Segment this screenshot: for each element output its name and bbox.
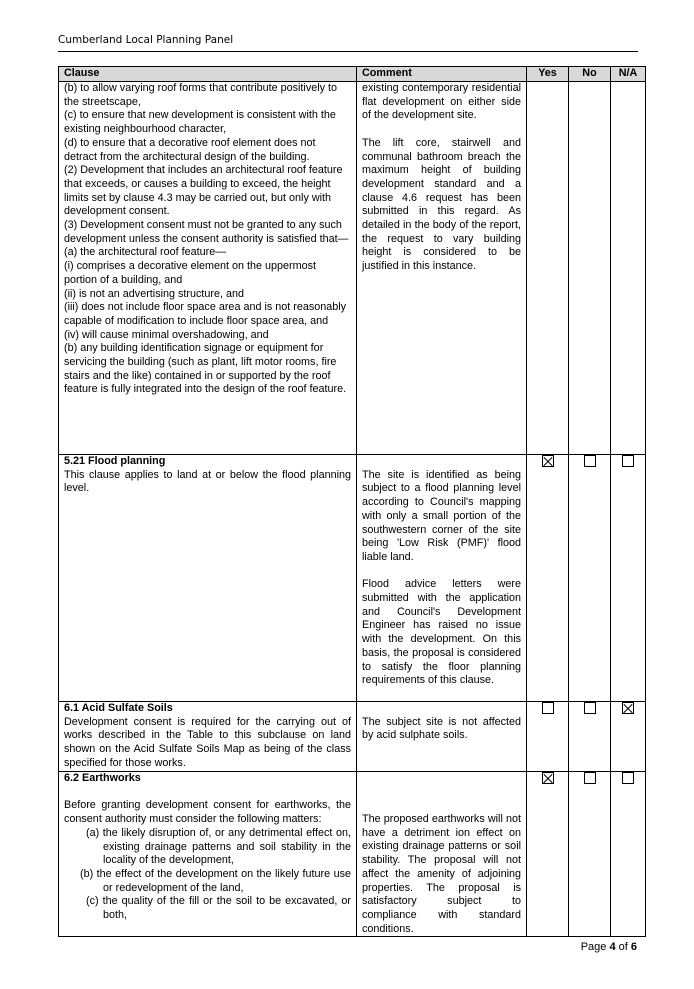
header-divider <box>58 51 638 52</box>
comment-paragraph: The subject site is not affected by acid sulphate soils. <box>362 715 521 742</box>
table-row <box>59 772 646 937</box>
clause-text: (3) Development consent must not be granted to any such development unless the consent authority is satisfied that— <box>64 219 349 245</box>
clause-item: (c) the quality of the fill or the soil to be excavated, or both, <box>86 895 351 922</box>
clause-text: This clause applies to land at or below the flood planning level. <box>64 468 351 495</box>
clause-text: Before granting development consent for earthworks, the consent authority must consider the following matters: <box>64 799 351 826</box>
clause-cell <box>59 82 357 455</box>
comment-cell <box>357 82 527 455</box>
clause-item: (a) the likely disruption of, or any detrimental effect on, existing drainage patterns and soil stability in the locality of the development, <box>86 826 351 867</box>
clause-heading: 5.21 Flood planning <box>64 455 166 467</box>
table-row <box>59 702 646 772</box>
yes-cell <box>527 772 569 937</box>
clause-item: (b) the effect of the development on the likely future use or redevelopment of the land, <box>80 867 351 894</box>
clause-cell <box>59 772 357 937</box>
no-cell <box>569 455 611 702</box>
yes-cell <box>527 702 569 772</box>
na-checkbox[interactable] <box>622 772 634 784</box>
clause-heading: 6.2 Earthworks <box>64 772 141 784</box>
clause-text: Development consent is required for the carrying out of works described in the Table to this subclause on land shown on the Acid Sulfate Soils Map as being of the class specified for those works. <box>64 715 351 769</box>
clause-text: (iii) does not include floor space area and is not reasonably capable of modification to include floor space area, and <box>64 301 347 327</box>
table-row <box>59 82 646 455</box>
no-cell <box>569 772 611 937</box>
yes-checkbox[interactable] <box>542 702 554 714</box>
comment-paragraph: The site is identified as being subject to a flood planning level according to Council's mapping with only a small portion of the southwestern corner of the site being 'Low Risk (PMF)' flood liable land. <box>362 468 521 563</box>
clause-text: (b) any building identification signage or equipment for servicing the building (such as plant, lift motor rooms, fire stairs and the like) contained in or supported by the roof feature is fully integrated into the design of the roof feature. <box>64 342 347 396</box>
clause-text: (a) the architectural roof feature— <box>64 246 227 259</box>
document-header-title: Cumberland Local Planning Panel <box>58 34 234 46</box>
yes-cell <box>527 455 569 702</box>
comment-paragraph: The proposed earthworks will not have a detriment ion effect on existing drainage patterns or soil stability. The proposal will not affect the amenity of adjoining properties. The proposal is satisfactory subject to compliance with standard conditions. <box>362 813 521 935</box>
yes-cell <box>527 82 569 455</box>
column-header-yes: Yes <box>527 67 569 82</box>
clause-text: (iv) will cause minimal overshadowing, and <box>64 328 269 341</box>
clause-cell <box>59 455 357 702</box>
comment-cell <box>357 455 527 702</box>
page-prefix: Page <box>580 941 610 953</box>
na-checkbox[interactable] <box>622 702 634 714</box>
no-checkbox[interactable] <box>584 455 596 467</box>
table-header-row <box>59 67 646 82</box>
table-row <box>59 455 646 702</box>
no-cell <box>569 82 611 455</box>
comment-paragraph: The lift core, stairwell and communal bathroom breach the maximum height of building development standard and a clause 4.6 request has been submitted in this regard. As detailed in the body of the report, the request to vary building height is considered to be justified in this instance. <box>362 136 521 273</box>
yes-checkbox[interactable] <box>542 772 554 784</box>
na-cell <box>611 702 646 772</box>
column-header-no: No <box>569 67 611 82</box>
comment-paragraph: existing contemporary residential flat development on either side of the development site. <box>362 82 521 122</box>
comment-paragraph: Flood advice letters were submitted with the application and Council's Development Engineer has raised no issue with the development. On this basis, the proposal is considered to satisfy the floor planning requirements of this clause. <box>362 578 521 687</box>
no-cell <box>569 702 611 772</box>
compliance-table <box>58 66 646 937</box>
comment-cell <box>357 772 527 937</box>
clause-text: (c) to ensure that new development is consistent with the existing neighbourhood character, <box>64 109 336 136</box>
page-total: 6 <box>630 941 637 953</box>
clause-cell <box>59 702 357 772</box>
na-cell <box>611 82 646 455</box>
comment-cell <box>357 702 527 772</box>
clause-heading: 6.1 Acid Sulfate Soils <box>64 702 173 714</box>
yes-checkbox[interactable] <box>542 455 554 467</box>
column-header-na: N/A <box>611 67 646 82</box>
page-current: 4 <box>609 941 616 953</box>
page-number <box>581 941 637 953</box>
clause-text: (ii) is not an advertising structure, and <box>64 287 245 300</box>
clause-text: (2) Development that includes an architectural roof feature that exceeds, or causes a building to exceed, the height limits set by clause 4.3 may be carried out, but only with development consent. <box>64 164 343 218</box>
clause-text: (d) to ensure that a decorative roof element does not detract from the architectural design of the building. <box>64 136 316 163</box>
na-cell <box>611 772 646 937</box>
column-header-clause: Clause <box>59 67 357 82</box>
clause-text: (b) to allow varying roof forms that contribute positively to the streetscape, <box>64 82 338 108</box>
na-cell <box>611 455 646 702</box>
column-header-comment: Comment <box>357 67 527 82</box>
clause-text: (i) comprises a decorative element on the uppermost portion of a building, and <box>64 260 317 286</box>
na-checkbox[interactable] <box>622 455 634 467</box>
no-checkbox[interactable] <box>584 772 596 784</box>
no-checkbox[interactable] <box>584 702 596 714</box>
page-of: of <box>615 941 631 953</box>
